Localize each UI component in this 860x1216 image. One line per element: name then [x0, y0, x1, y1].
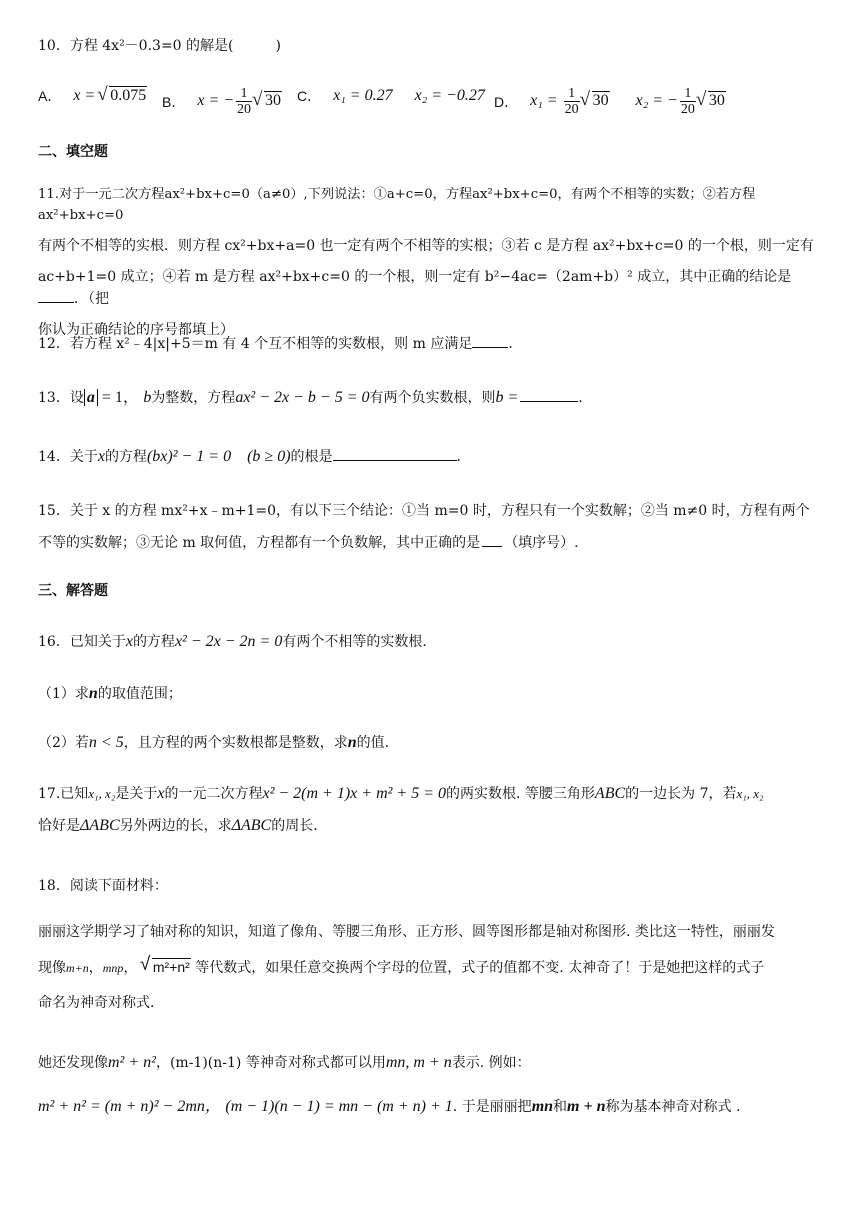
section-heading-solve: 三、解答题: [38, 582, 108, 598]
option-c: C． x₁ = 0.27 x₂ = −0.27: [297, 87, 485, 104]
question-11: 11.对于一元二次方程ax²+bx+c=0（a≠0）,下列说法：①a+c=0，方程ax²+bx+c=0，有两个不相等的实数；②若方程 ax²+bx+c=0 有两个不相等的实根．则方程 cx²+bx+a=0 也一定有两个不相等的实根；③若 c 是方程 ax²+bx+c=0 的一个根，则一定有 ac+b+1=0 成立；④若 m 是方程 ax²+bx+c=0 的一个根，则一定有 b²−4ac=（2am+b）² 成立，其中正确的结论是．（把 你认为正确结论的序号都填上）: [38, 187, 814, 338]
question-18-paragraph-2: 她还发现像m² + n²，(m-1)(n-1) 等神奇对称式都可以用mn, m + n表示. 例如：: [38, 1054, 531, 1071]
question-15: 15．关于 x 的方程 mx²+x﹣m+1=0，有以下三个结论：①当 m=0 时，方程只有一个实数解；②当 m≠0 时，方程有两个 不等的实数解；③无论 m 取何值，方程都有一个负数解，其中正确的是 （填序号）.: [38, 503, 810, 551]
question-13: 13．设 a = 1， b为整数，方程ax² − 2x − b − 5 = 0有两个负实数根，则b = .: [38, 389, 583, 406]
question-18-paragraph-1: 丽丽这学期学习了轴对称的知识，知道了像角、等腰三角形、正方形、圆等图形都是轴对称图形. 类比这一特性，丽丽发 现像m+n，mnp， √ m²+n² 等代数式，如果任意交换两个字母的位置，式子的值都不变. 太神奇了！于是她把这样的式子 命名为神奇对称式.: [38, 922, 826, 1014]
question-17: 17.已知x₁, x₂是关于x的一元二次方程x² − 2(m + 1)x + m² + 5 = 0的两实数根. 等腰三角形ABC的一边长为 7，若x₁, x₂ 恰好是ΔABC另外两边的长，求ΔABC的周长.: [38, 785, 764, 834]
question-18-title: 18．阅读下面材料：: [38, 878, 168, 894]
option-b: B． x = − $\frac{1}{20}$ √ 30: [162, 86, 282, 117]
question-14: 14．关于x的方程(bx)² − 1 = 0 (b ≥ 0)的根是 .: [38, 448, 461, 465]
question-16: 16．已知关于x的方程x² − 2x − 2n = 0有两个不相等的实数根.: [38, 633, 427, 650]
question-16-part-1: （1）求n的取值范围；: [38, 685, 182, 702]
question-18-paragraph-3: m² + n² = (m + n)² − 2mn， (m − 1)(n − 1) = mn − (m + n) + 1. 于是丽丽把mn和m + n称为基本神奇对称式 .: [38, 1098, 741, 1115]
question-12: 12．若方程 x²﹣4|x|+5＝m 有 4 个互不相等的实数根，则 m 应满足 .: [38, 333, 826, 355]
option-d: D． x₁ = $\frac{1}{20}$ √ 30 x₂ = − $\frac{1}{20}$ √ 30: [494, 86, 726, 117]
question-10-stem: 10．方程 4x²－0.3=0 的解是( ): [38, 38, 281, 54]
option-a: A． x = √ 0.075: [38, 86, 147, 106]
section-heading-fill-in: 二、填空题: [38, 143, 108, 159]
question-16-part-2: （2）若n < 5，且方程的两个实数根都是整数，求n的值.: [38, 734, 390, 751]
